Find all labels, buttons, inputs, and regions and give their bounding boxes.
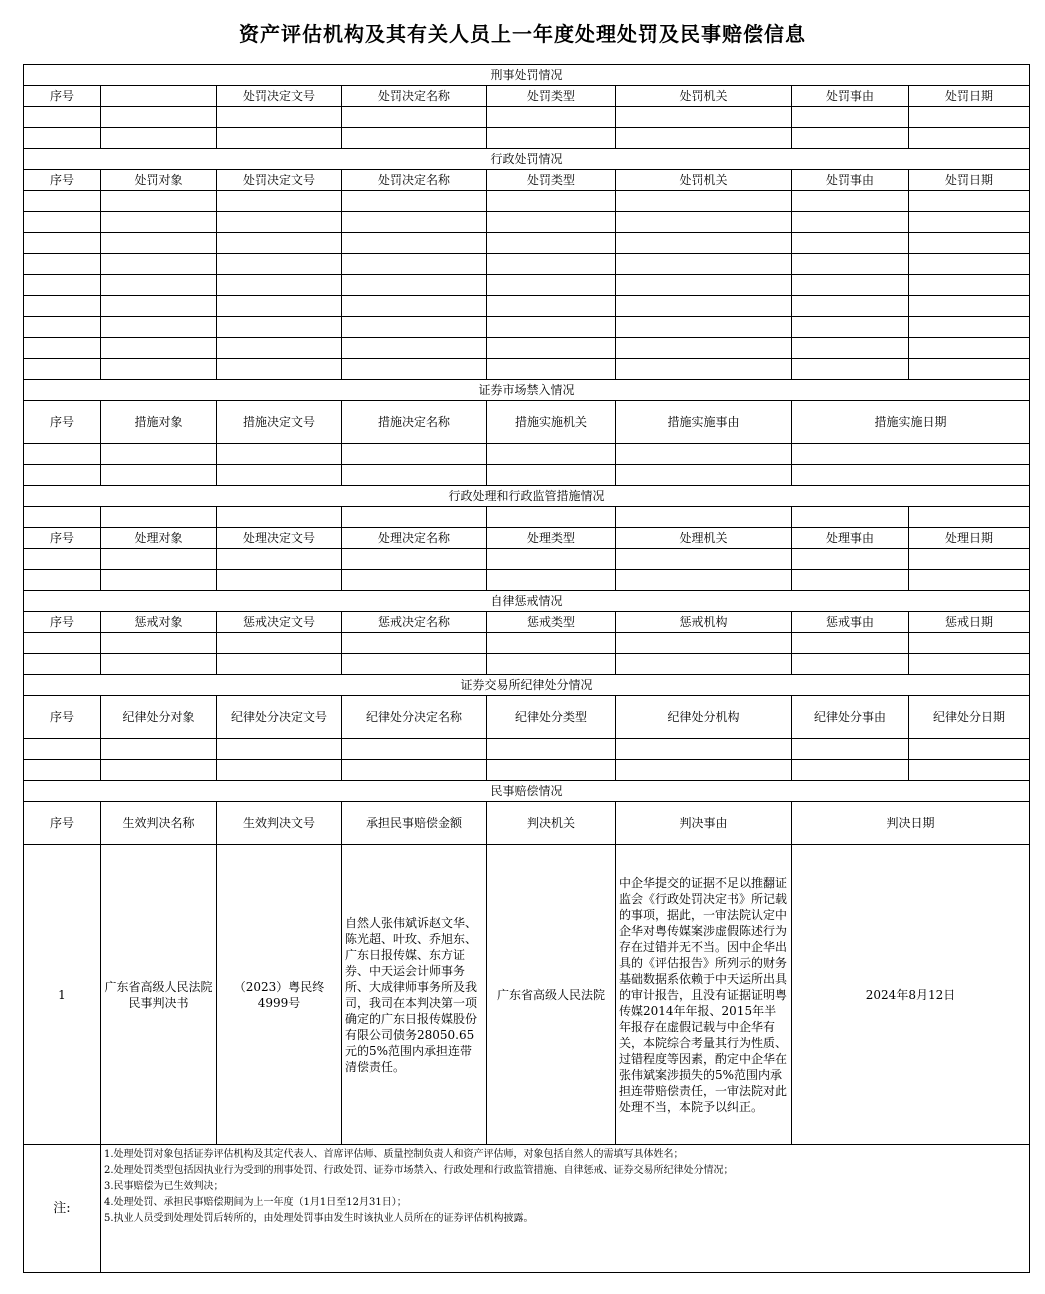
section-title-ban: 证券市场禁入情况 [24,380,1030,401]
header-cell: 惩戒日期 [909,612,1030,633]
header-row-civil [24,802,1030,845]
empty-row [24,633,1030,654]
header-cell: 惩戒类型 [487,612,616,633]
header-cell: 措施实施机关 [487,401,616,444]
header-cell: 序号 [24,802,101,845]
header-cell: 惩戒决定文号 [217,612,342,633]
empty-row [24,317,1030,338]
note-item: 4.处理处罚、承担民事赔偿期间为上一年度（1月1日至12月31日）； [104,1197,407,1208]
header-cell: 处理类型 [487,528,616,549]
empty-row [24,128,1030,149]
civil-judgment-docno: （2023）粤民终4999号 [217,845,342,1145]
header-cell: 序号 [24,612,101,633]
header-cell: 判决事由 [616,802,792,845]
note-item: 3.民事赔偿为已生效判决； [104,1181,224,1192]
section-title-criminal: 刑事处罚情况 [24,65,1030,86]
header-cell: 惩戒事由 [792,612,909,633]
header-cell: 处理日期 [909,528,1030,549]
note-item: 1.处理处罚对象包括证券评估机构及其定代表人、首席评估师、质量控制负责人和资产评估师，对象包括自然人的需填写具体姓名； [104,1149,684,1160]
section-title-supervision: 行政处理和行政监管措施情况 [24,486,1030,507]
notes-content [101,1145,1030,1273]
header-cell: 处罚决定文号 [217,170,342,191]
note-item: 5.执业人员受到处理处罚后转所的，由处理处罚事由发生时该执业人员所在的证券评估机构披露。 [104,1213,534,1224]
page-title: 资产评估机构及其有关人员上一年度处理处罚及民事赔偿信息 [239,22,806,46]
civil-reason: 中企华提交的证据不足以推翻证监会《行政处罚决定书》所记载的事项，据此，一审法院认定中企华对粤传媒案涉虚假陈述行为存在过错并无不当。因中企华出具的《评估报告》所列示的财务基础数据系依赖于中天运所出具的审计报告，且没有证据证明粤传媒2014年年报、2015年半年报存在虚假记载与中企华有关，本院综合考量其行为性质、过错程度等因素，酌定中企华在张伟斌案涉损失的5%范围内承担连带赔偿责任，一审法院对此处理不当，本院予以纠正。 [616,845,792,1145]
header-row-supervision [24,528,1030,549]
empty-row [24,739,1030,760]
header-cell: 承担民事赔偿金额 [342,802,487,845]
empty-row [24,359,1030,380]
empty-row [24,507,1030,528]
empty-row [24,296,1030,317]
empty-row [24,465,1030,486]
header-cell: 处罚决定名称 [342,170,487,191]
header-cell: 判决日期 [792,802,1030,845]
section-title-admin: 行政处罚情况 [24,149,1030,170]
header-row-exchange [24,696,1030,739]
header-cell: 处罚对象 [101,170,217,191]
empty-row [24,549,1030,570]
header-cell: 处罚事由 [792,86,909,107]
header-cell: 措施对象 [101,401,217,444]
section-title-selfdisc: 自律惩戒情况 [24,591,1030,612]
header-cell: 措施决定文号 [217,401,342,444]
header-cell: 纪律处分事由 [792,696,909,739]
civil-court: 广东省高级人民法院 [487,845,616,1145]
section-title-exchange: 证券交易所纪律处分情况 [24,675,1030,696]
header-cell: 序号 [24,401,101,444]
header-cell: 处理机关 [616,528,792,549]
header-cell [101,86,217,107]
empty-row [24,654,1030,675]
header-cell: 处罚事由 [792,170,909,191]
empty-row [24,760,1030,781]
section-title-civil: 民事赔偿情况 [24,781,1030,802]
header-cell: 生效判决文号 [217,802,342,845]
header-cell: 惩戒决定名称 [342,612,487,633]
empty-row [24,107,1030,128]
empty-row [24,212,1030,233]
header-cell: 序号 [24,696,101,739]
header-cell: 措施决定名称 [342,401,487,444]
header-cell: 生效判决名称 [101,802,217,845]
empty-row [24,275,1030,296]
header-row-ban [24,401,1030,444]
header-cell: 惩戒机构 [616,612,792,633]
civil-date: 2024年8月12日 [792,845,1030,1145]
header-cell: 序号 [24,170,101,191]
header-cell: 纪律处分机构 [616,696,792,739]
header-cell: 处罚决定文号 [217,86,342,107]
header-cell: 序号 [24,86,101,107]
header-cell: 处罚日期 [909,86,1030,107]
header-cell: 处理对象 [101,528,217,549]
empty-row [24,254,1030,275]
header-cell: 措施实施日期 [792,401,1030,444]
disclosure-table [23,64,1030,1273]
header-cell: 处罚机关 [616,86,792,107]
empty-row [24,444,1030,465]
table-row [24,845,1030,1145]
header-cell: 处理事由 [792,528,909,549]
header-cell: 处罚类型 [487,170,616,191]
header-cell: 处罚机关 [616,170,792,191]
header-cell: 序号 [24,528,101,549]
header-row-admin [24,170,1030,191]
civil-row-no: 1 [24,845,101,1145]
header-cell: 处理决定文号 [217,528,342,549]
note-item: 2.处理处罚类型包括因执业行为受到的刑事处罚、行政处罚、证券市场禁入、行政处理和行政监管措施、自律惩戒、证券交易所纪律处分情况； [104,1165,734,1176]
empty-row [24,191,1030,212]
empty-row [24,570,1030,591]
empty-row [24,233,1030,254]
empty-row [24,338,1030,359]
header-cell: 处罚日期 [909,170,1030,191]
header-cell: 处罚类型 [487,86,616,107]
civil-judgment-name: 广东省高级人民法院民事判决书 [101,845,217,1145]
header-cell: 处罚决定名称 [342,86,487,107]
header-cell: 惩戒对象 [101,612,217,633]
header-row-selfdisc [24,612,1030,633]
header-cell: 措施实施事由 [616,401,792,444]
header-cell: 纪律处分日期 [909,696,1030,739]
header-cell: 纪律处分决定名称 [342,696,487,739]
header-cell: 纪律处分决定文号 [217,696,342,739]
civil-amount: 自然人张伟斌诉赵文华、陈光超、叶玫、乔旭东、广东日报传媒、东方证券、中天运会计师事务所、大成律师事务所及我司，我司在本判决第一项确定的广东日报传媒股份有限公司债务28050.65元的5%范围内承担连带清偿责任。 [342,845,487,1145]
header-row-criminal [24,86,1030,107]
notes-label: 注: [24,1145,101,1273]
header-cell: 纪律处分对象 [101,696,217,739]
header-cell: 处理决定名称 [342,528,487,549]
header-cell: 判决机关 [487,802,616,845]
header-cell: 纪律处分类型 [487,696,616,739]
